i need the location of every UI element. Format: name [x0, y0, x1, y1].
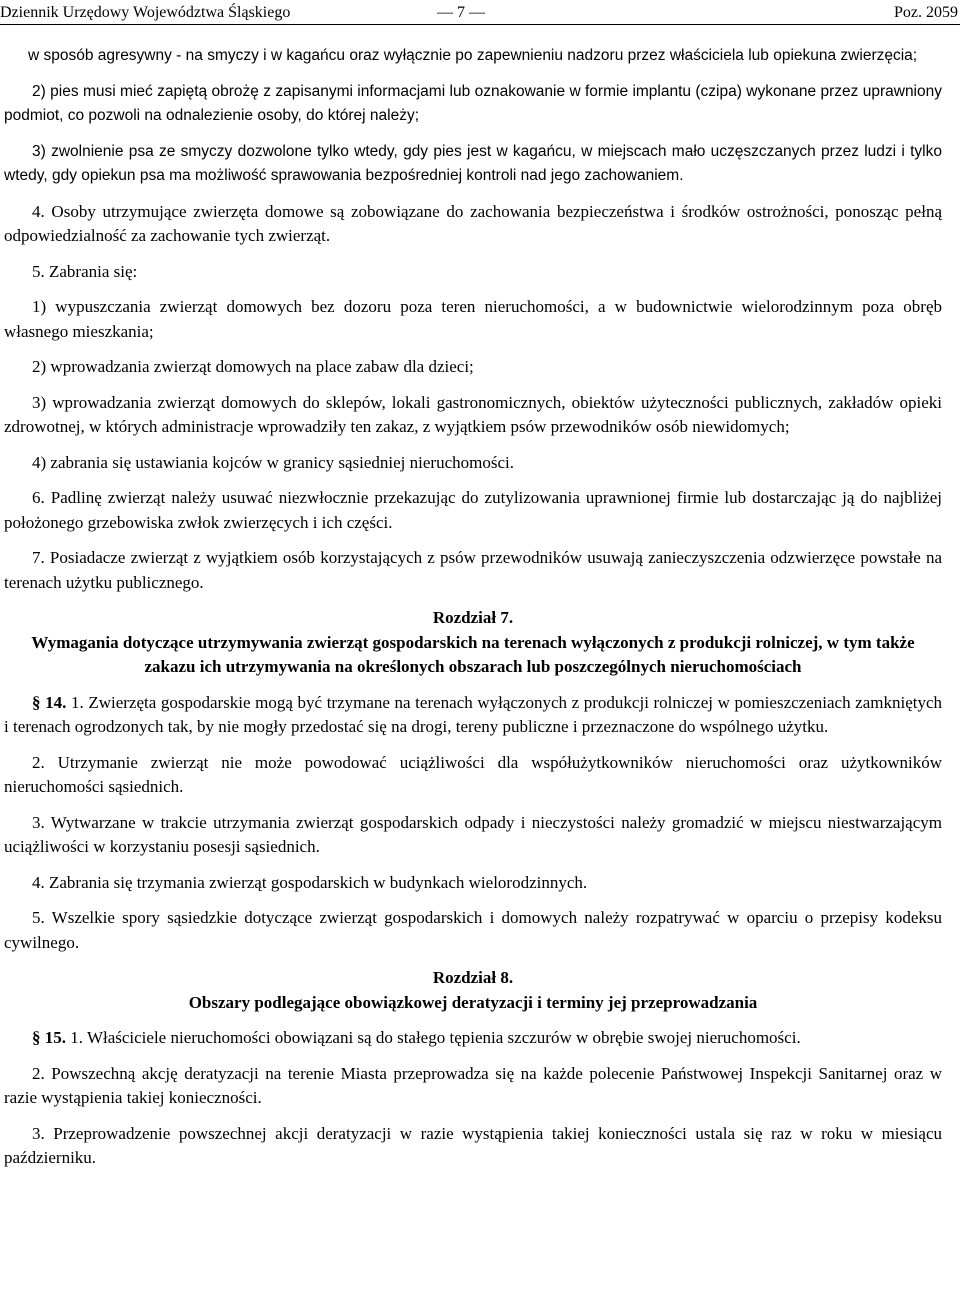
chapter-8-label: Rozdział 8.	[432, 968, 514, 987]
section-14-item-5: 5. Wszelkie spory sąsiedzkie dotyczące zwierząt gospodarskich i domowych należy rozpatrywać w oparciu o przepisy kodeksu cywilnego.	[4, 908, 942, 952]
section-14-mark: § 14.	[32, 692, 67, 712]
section-14-item-2: 2. Utrzymanie zwierząt nie może powodować uciążliwości dla współużytkowników nieruchomości oraz użytkowników nieruchomości sąsiednich.	[4, 752, 942, 796]
page-header	[0, 0, 960, 26]
chapter-8-title: Obszary podlegające obowiązkowej deratyzacji i terminy jej przeprowadzania	[188, 992, 758, 1012]
list-item-5-4: 4) zabrania się ustawiania kojców w granicy sąsiedniej nieruchomości.	[32, 452, 514, 472]
list-item-3: 3) zwolnienie psa ze smyczy dozwolone tylko wtedy, gdy pies jest w kagańcu, w miejscach mało uczęszczanych przez ludzi i tylko wtedy, gdy opiekun psa ma możliwość sprawowania bezpośredniej kontroli nad jego zachowaniem.	[4, 142, 942, 184]
list-item-5-1: 1) wypuszczania zwierząt domowych bez dozoru poza teren nieruchomości, a w budownictwie wielorodzinnym poza obręb własnego mieszkania;	[4, 297, 942, 341]
section-15-item-2: 2. Powszechną akcję deratyzacji na terenie Miasta przeprowadza się na każde polecenie Państwowej Inspekcji Sanitarnej oraz w razie wystąpienia takiej konieczności.	[4, 1063, 942, 1107]
position-number: Poz. 2059	[894, 4, 958, 21]
paragraph-5: 5. Zabrania się:	[32, 261, 138, 281]
section-15-text-1: 1. Właściciele nieruchomości obowiązani są do stałego tępienia szczurów w obrębie swojej nieruchomości.	[70, 1028, 801, 1047]
list-item-2: 2) pies musi mieć zapiętą obrożę z zapisanymi informacjami lub oznakowanie w formie implantu (czipa) wykonane przez uprawniony podmiot, co pozwoli na odnalezienie osoby, do której należy;	[4, 82, 942, 124]
paragraph-7: 7. Posiadacze zwierząt z wyjątkiem osób korzystających z psów przewodników usuwają zanieczyszczenia odzwierzęce powstałe na terenach użytku publicznego.	[4, 548, 942, 592]
section-15-item-1	[4, 1026, 942, 1051]
section-14-item-3: 3. Wytwarzane w trakcie utrzymania zwierząt gospodarskich odpady i nieczystości należy gromadzić w miejscu niestwarzającym uciążliwości w korzystaniu posesji sąsiednich.	[4, 812, 942, 856]
chapter-7-title: Wymagania dotyczące utrzymywania zwierząt gospodarskich na terenach wyłączonych z produkcji rolniczej, w tym także zakazu ich utrzymywania na określonych obszarach lub poszczególnych nieruchomościach	[31, 632, 915, 676]
section-14-item-1	[4, 691, 942, 740]
list-item-5-3: 3) wprowadzania zwierząt domowych do sklepów, lokali gastronomicznych, obiektów użyteczności publicznych, zakładów opieki zdrowotnej, w których administracje wprowadziły ten zakaz, z wyjątkiem psów przewodników osób niewidomych;	[4, 392, 942, 436]
section-14-text-1: 1. Zwierzęta gospodarskie mogą być trzymane na terenach wyłączonych z produkcji rolniczej w pomieszczeniach zamkniętych i terenach ogrodzonych tak, by nie mogły przedostać się na drogi, tereny publiczne i przeznaczone do wspólnego użytku.	[4, 692, 943, 736]
paragraph-4: 4. Osoby utrzymujące zwierzęta domowe są zobowiązane do zachowania bezpieczeństwa i środków ostrożności, ponosząc pełną odpowiedzialność za zachowanie tych zwierząt.	[4, 201, 942, 245]
journal-name: Dziennik Urzędowy Województwa Śląskiego	[0, 4, 291, 21]
paragraph-continuation: w sposób agresywny - na smyczy i w kagańcu oraz wyłącznie po zapewnieniu nadzoru przez właściciela lub opiekuna zwierzęcia;	[28, 47, 918, 64]
document-body	[4, 44, 942, 1182]
page-number: — 7 —	[437, 4, 485, 21]
section-14-item-4: 4. Zabrania się trzymania zwierząt gospodarskich w budynkach wielorodzinnych.	[32, 872, 588, 892]
section-15-mark: § 15.	[32, 1028, 66, 1047]
paragraph-6: 6. Padlinę zwierząt należy usuwać niezwłocznie przekazując do zutylizowania uprawnionej firmie lub dostarczając ją do najbliżej położonego grzebowiska zwłok zwierzęcych i ich części.	[4, 488, 942, 532]
section-15-item-3: 3. Przeprowadzenie powszechnej akcji deratyzacji w razie wystąpienia takiej konieczności ustala się raz w roku w miesiącu październiku.	[4, 1123, 942, 1167]
header-rule	[0, 24, 960, 25]
chapter-7-label: Rozdział 7.	[432, 608, 514, 627]
list-item-5-2: 2) wprowadzania zwierząt domowych na place zabaw dla dzieci;	[32, 357, 474, 376]
